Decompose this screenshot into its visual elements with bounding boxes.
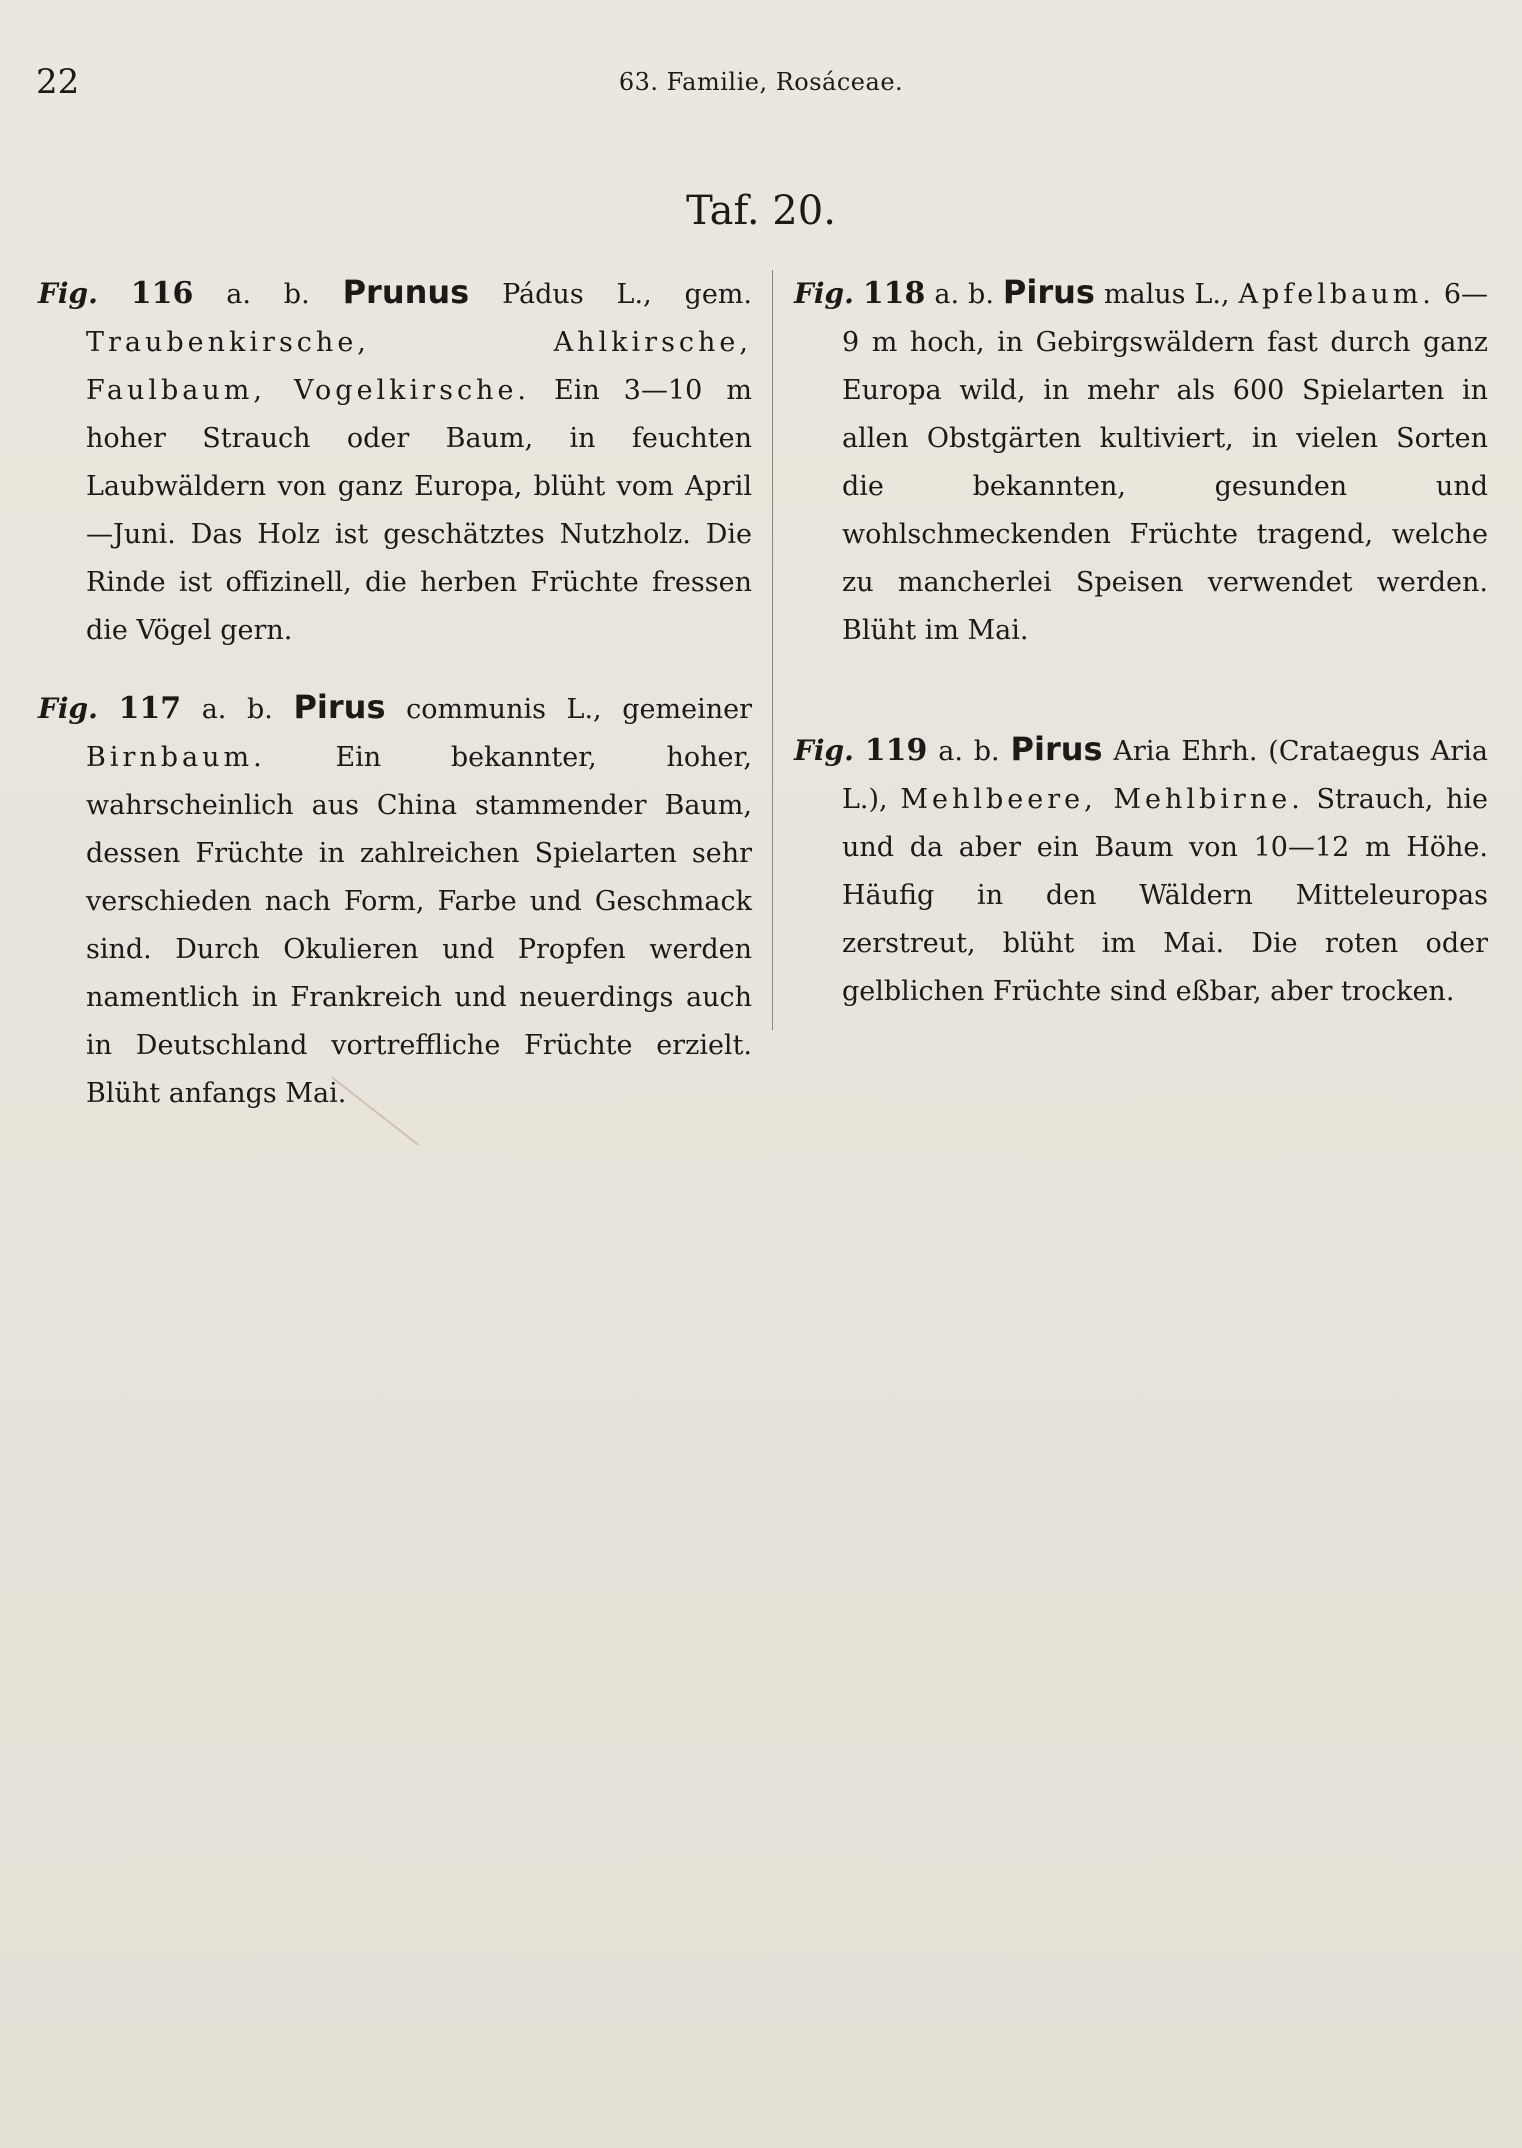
running-title: 63. Familie, Rosáceae. <box>618 68 904 96</box>
entry-fig-117 <box>38 683 752 1118</box>
common-names: Apfelbaum. <box>1238 279 1435 310</box>
description: 6—9 m hoch, in Gebirgswäldern fast durch ganz Europa wild, in mehr als 600 Spielarten in allen Obstgärten kultiviert, in vielen Sorten die bekannten, gesunden und wohlschmeckenden Früchte tragend, welche zu mancherlei Speisen verwendet werden. Blüht im Mai. <box>842 279 1489 646</box>
genus-name: Pirus <box>1002 273 1095 311</box>
column-divider <box>772 270 773 1030</box>
genus-name: Prunus <box>342 273 470 311</box>
entry-fig-119 <box>794 725 1488 1016</box>
species-text: Pádus L., gem. <box>502 279 752 310</box>
fig-parts: a. b. <box>201 694 273 725</box>
fig-number: 117 <box>118 691 182 726</box>
fig-label: Fig. <box>38 277 98 310</box>
fig-number: 119 <box>864 733 928 768</box>
fig-number: 116 <box>130 276 194 311</box>
entry-fig-118 <box>794 268 1488 655</box>
genus-name: Pirus <box>1010 730 1103 768</box>
description: Strauch, hie und da aber ein Baum von 10—12 m Höhe. Häufig in den Wäldern Mitteleuropas zerstreut, blüht im Mai. Die roten oder gelblichen Früchte sind eßbar, aber trocken. <box>842 784 1488 1007</box>
fig-label: Fig. <box>794 734 854 767</box>
genus-name: Pirus <box>293 688 386 726</box>
left-column <box>38 268 752 1146</box>
plate-title: Taf. 20. <box>686 188 836 234</box>
right-column <box>794 268 1488 1044</box>
page-number: 22 <box>36 62 80 102</box>
page-header <box>36 62 1486 102</box>
fig-label: Fig. <box>794 277 854 310</box>
common-names: Traubenkirsche, Ahlkirsche, Faulbaum, Vogelkirsche. <box>86 327 752 406</box>
description: Ein 3—10 m hoher Strauch oder Baum, in feuchten Laubwäldern von ganz Europa, blüht vom April—Juni. Das Holz ist geschätztes Nutzholz. Die Rinde ist offizinell, die herben Früchte fressen die Vögel gern. <box>86 375 752 646</box>
common-names: Birnbaum. <box>86 742 266 773</box>
fig-parts: a. b. <box>938 736 1000 767</box>
fig-label: Fig. <box>38 692 98 725</box>
species-text: malus L., <box>1103 279 1230 310</box>
fig-number: 118 <box>862 276 926 311</box>
species-text: communis L., gemeiner <box>406 694 752 725</box>
species-text: Aria Ehrh. (Crataegus Aria L.), <box>842 736 1488 815</box>
common-names: Mehlbeere, Mehlbirne. <box>900 784 1304 815</box>
fig-parts: a. b. <box>934 279 994 310</box>
description: Ein bekannter, hoher, wahrscheinlich aus China stammender Baum, dessen Früchte in zahlreichen Spielarten sehr verschieden nach Form, Farbe und Geschmack sind. Durch Okulieren und Propfen werden namentlich in Frankreich und neuerdings auch in Deutschland vortreffliche Früchte erzielt. Blüht anfangs Mai. <box>86 742 752 1109</box>
entry-fig-116 <box>38 268 752 655</box>
fig-parts: a. b. <box>226 279 310 310</box>
